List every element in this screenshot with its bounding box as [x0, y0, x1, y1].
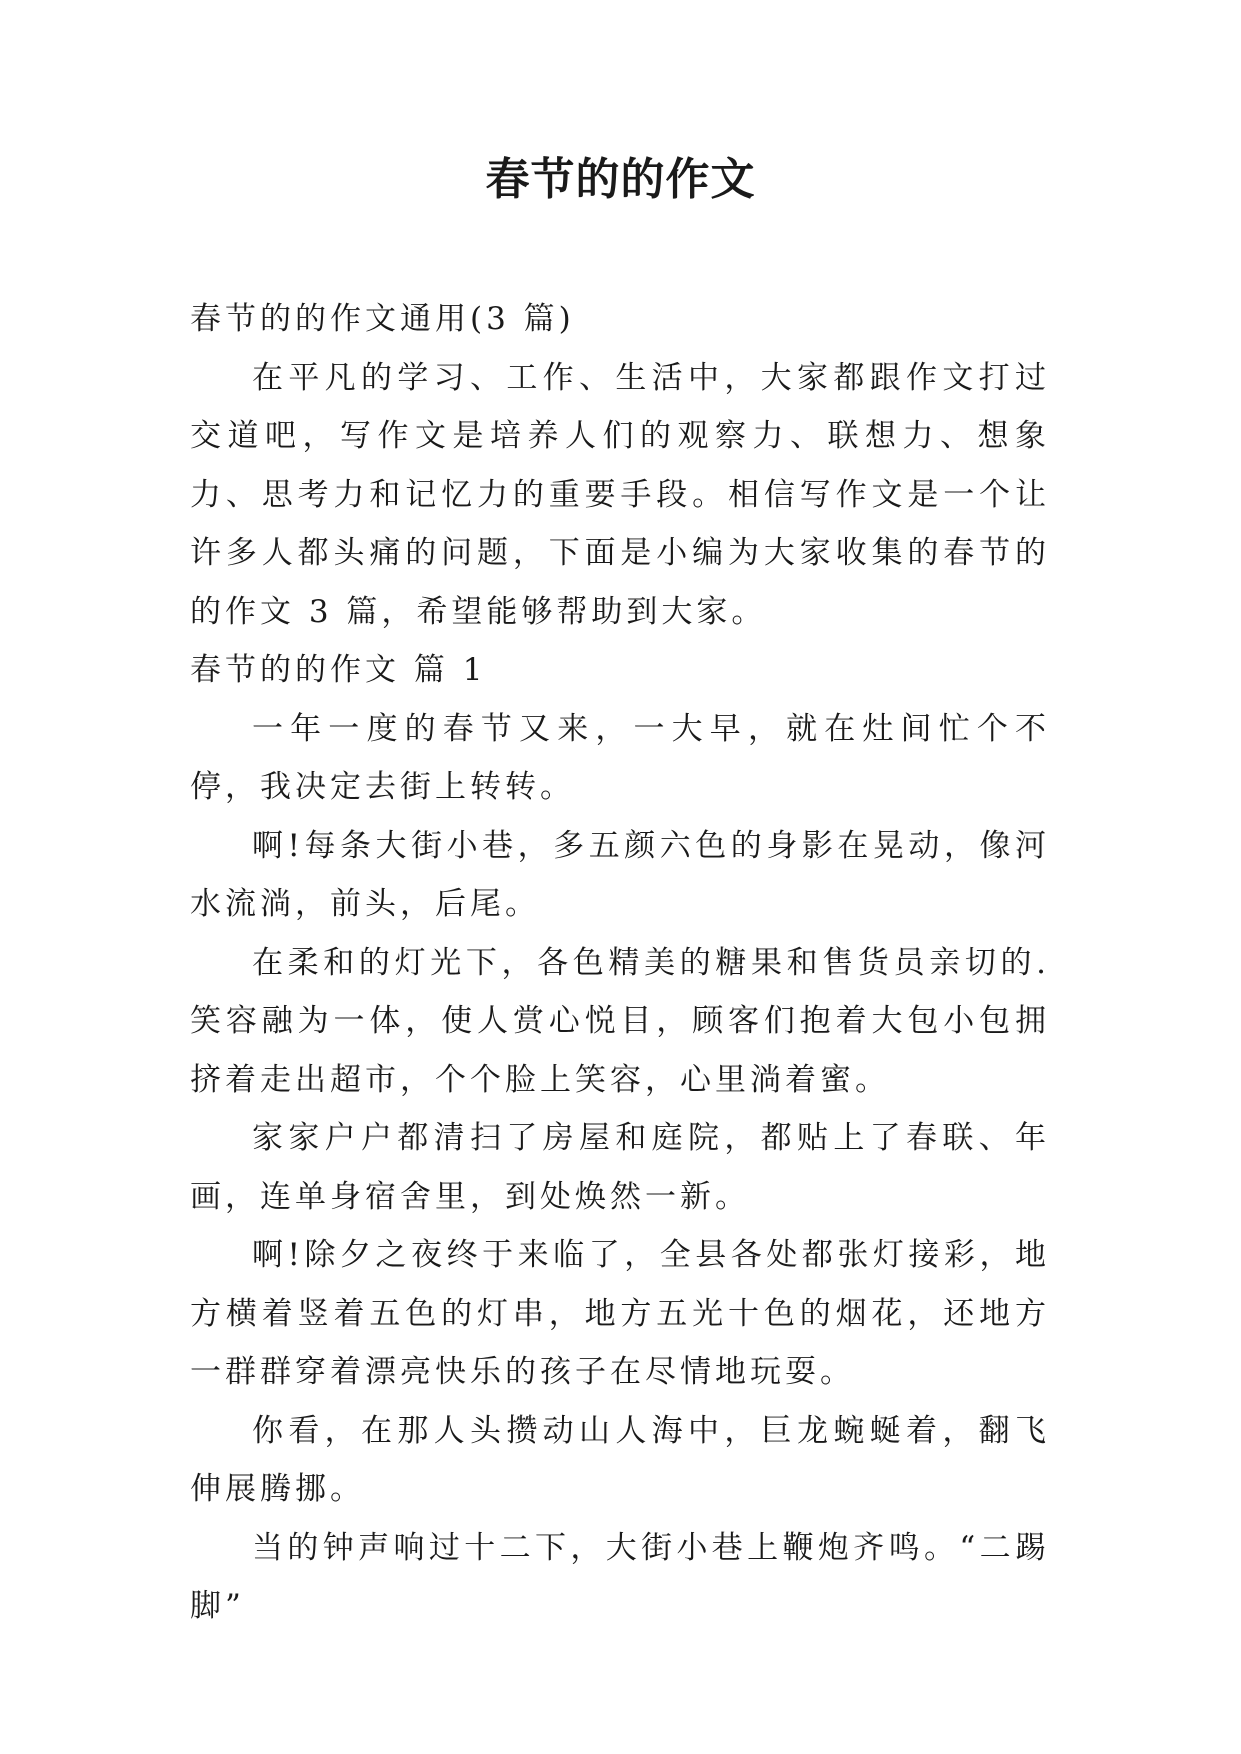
- body-paragraph: 当的钟声响过十二下，大街小巷上鞭炮齐鸣。“二踢脚”: [190, 1529, 1050, 1624]
- body-paragraph: 啊!每条大街小巷，多五颜六色的身影在晃动，像河水流淌，前头，后尾。: [190, 827, 1050, 922]
- intro-paragraph: 在平凡的学习、工作、生活中，大家都跟作文打过交道吧，写作文是培养人们的观察力、联想力、想象力、思考力和记忆力的重要手段。相信写作文是一个让许多人都头痛的问题，下面是小编为大家收集的春节的的作文 3 篇，希望能够帮助到大家。: [190, 359, 1050, 630]
- document-title: 春节的的作文: [485, 154, 756, 205]
- body-paragraph: 家家户户都清扫了房屋和庭院，都贴上了春联、年画，连单身宿舍里，到处焕然一新。: [190, 1120, 1050, 1215]
- section-heading: 春节的的作文 篇 1: [190, 652, 487, 688]
- body-paragraph: 在柔和的灯光下，各色精美的糖果和售货员亲切的.笑容融为一体，使人赏心悦目，顾客们抱着大包小包拥挤着走出超市，个个脸上笑容，心里淌着蜜。: [190, 944, 1050, 1098]
- body-paragraph: 啊!除夕之夜终于来临了，全县各处都张灯接彩，地方横着竖着五色的灯串，地方五光十色的烟花，还地方一群群穿着漂亮快乐的孩子在尽情地玩耍。: [190, 1237, 1050, 1390]
- document-body: [190, 290, 1050, 1636]
- body-paragraph: 你看，在那人头攒动山人海中，巨龙蜿蜒着，翻飞伸展腾挪。: [190, 1412, 1050, 1507]
- subtitle-paragraph: 春节的的作文通用(3 篇): [190, 301, 575, 337]
- body-paragraph: 一年一度的春节又来，一大早，就在灶间忙个不停，我决定去街上转转。: [190, 710, 1050, 805]
